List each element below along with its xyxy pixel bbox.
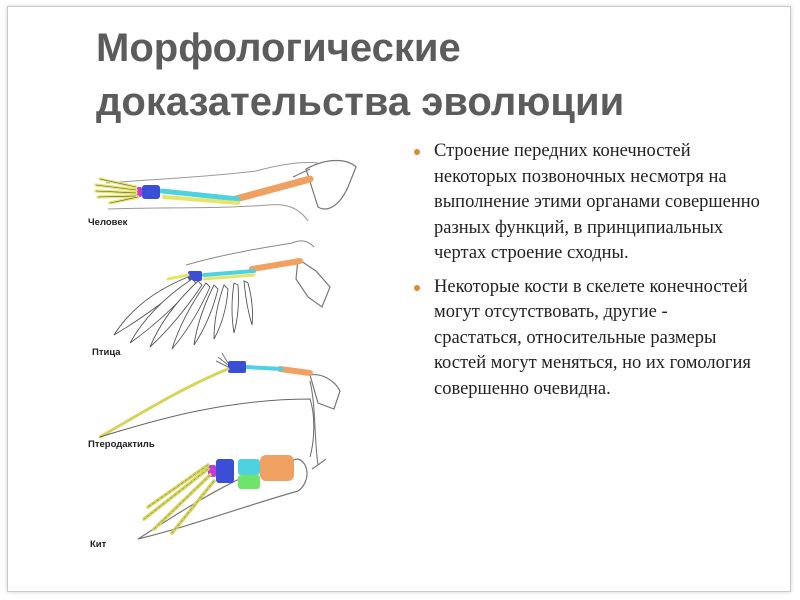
bullet-item [412, 139, 760, 267]
pterodactyl-wing [88, 353, 340, 469]
title-line-1: Морфологические [96, 26, 461, 70]
whale-flipper [90, 455, 307, 550]
bullet-text: Некоторые кости в скелете конечностей могут отсутствовать, другие - срастаться, относительные размеры костей могут меняться, но их гомология совершенно очевидна. [434, 276, 751, 399]
bird-wing [92, 241, 330, 358]
bullet-list [412, 139, 760, 410]
label-bird: Птица [92, 347, 121, 358]
bullet-item [412, 275, 760, 403]
label-pterodactyl: Птеродактиль [88, 439, 155, 450]
homologous-limbs-illustration [78, 147, 378, 557]
bullet-dot-icon [414, 285, 420, 291]
bullet-text: Строение передних конечностей некоторых позвоночных несмотря на выполнение этими органами совершенно разных функций, в принципиальных чертах строение сходны. [434, 141, 760, 263]
slide-title [96, 21, 736, 129]
title-line-2: доказательства эволюции [96, 80, 625, 124]
bullet-dot-icon [414, 149, 420, 155]
label-human: Человек [88, 217, 128, 228]
label-whale: Кит [90, 539, 107, 550]
human-arm [88, 161, 356, 229]
slide [7, 6, 791, 592]
